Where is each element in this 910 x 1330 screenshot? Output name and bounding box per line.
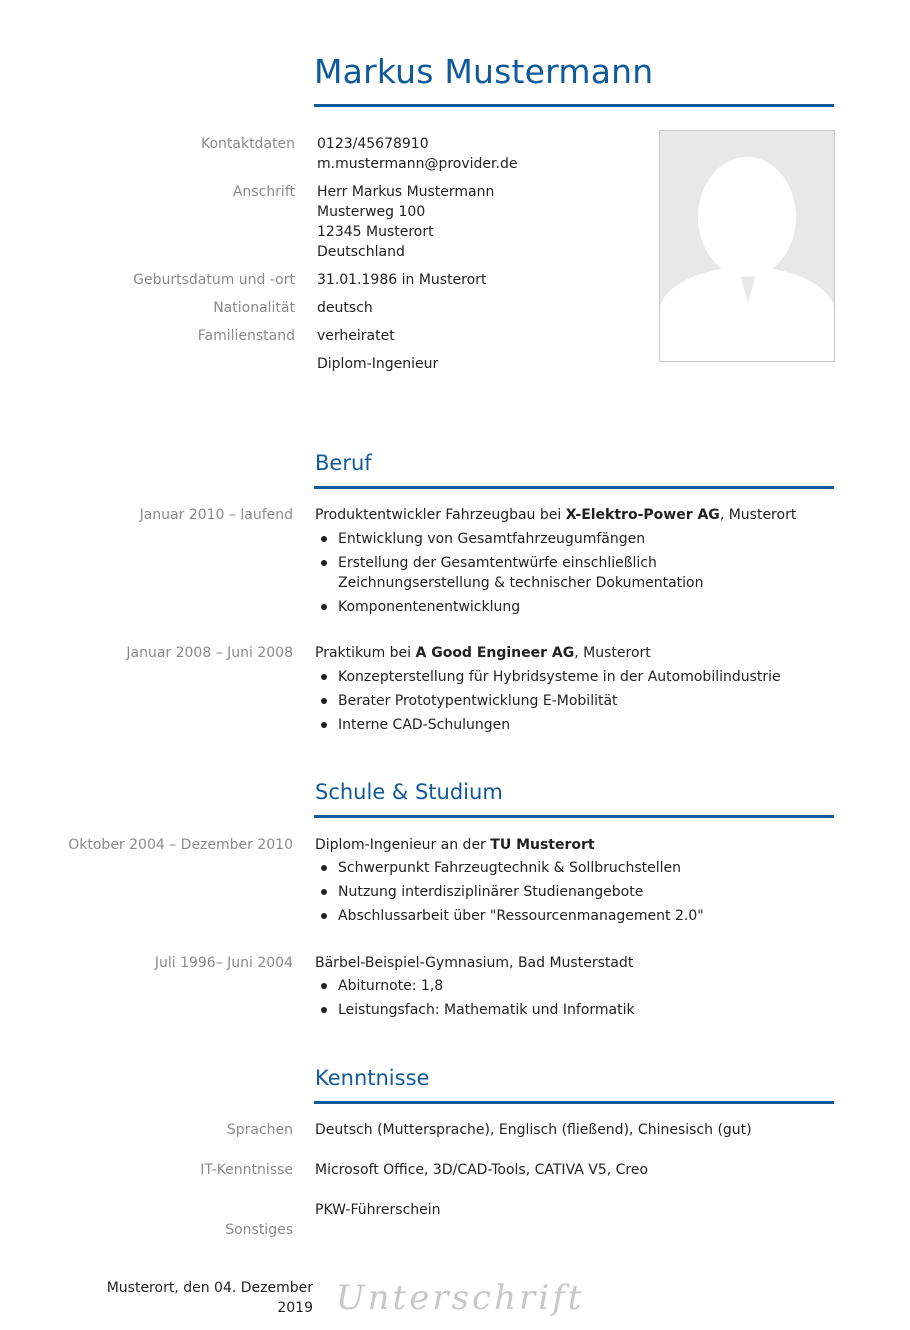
job-headline bbox=[315, 643, 651, 663]
it-skills-value: Microsoft Office, 3D/CAD-Tools, CATIVA V5, Creo bbox=[315, 1162, 649, 1178]
section-divider bbox=[314, 815, 834, 818]
list-item: Komponentenentwicklung bbox=[315, 597, 808, 617]
company-name: X-Elektro-Power AG bbox=[565, 507, 720, 523]
education-bullets bbox=[315, 976, 808, 1024]
section-divider bbox=[314, 1101, 834, 1104]
person-placeholder-icon bbox=[659, 130, 835, 362]
address-line: Herr Markus Mustermann bbox=[317, 184, 495, 200]
list-item: Interne CAD-Schulungen bbox=[315, 715, 808, 735]
contact-label: Kontaktdaten bbox=[200, 136, 295, 152]
list-item: Entwicklung von Gesamtfahrzeugumfängen bbox=[315, 529, 808, 549]
address-line: Musterweg 100 bbox=[317, 204, 426, 220]
list-item: Nutzung interdisziplinärer Studienangebote bbox=[315, 882, 808, 902]
address-label: Anschrift bbox=[232, 184, 295, 200]
birth-label: Geburtsdatum und -ort bbox=[133, 272, 295, 288]
address-line: 12345 Musterort bbox=[317, 224, 434, 240]
list-item: Berater Prototypentwicklung E-Mobilität bbox=[315, 691, 808, 711]
job-bullets bbox=[315, 667, 808, 739]
list-item: Schwerpunkt Fahrzeugtechnik & Sollbruchstellen bbox=[315, 858, 808, 878]
it-skills-label: IT-Kenntnisse bbox=[200, 1162, 293, 1178]
list-item: Abiturnote: 1,8 bbox=[315, 976, 808, 996]
education-bullets bbox=[315, 858, 808, 930]
nationality-value: deutsch bbox=[317, 300, 373, 316]
education-period: Juli 1996– Juni 2004 bbox=[154, 955, 293, 971]
place-date: Musterort, den 04. Dezember 2019 bbox=[106, 1280, 313, 1316]
job-location: , Musterort bbox=[574, 645, 651, 661]
other-skills-label: Sonstiges bbox=[225, 1222, 293, 1238]
institution-name: TU Musterort bbox=[490, 837, 595, 853]
job-headline bbox=[315, 505, 796, 525]
job-bullets bbox=[315, 529, 808, 621]
degree-title: Diplom-Ingenieur an der bbox=[315, 837, 491, 853]
education-period: Oktober 2004 – Dezember 2010 bbox=[68, 837, 293, 853]
other-skills-value: PKW-Führerschein bbox=[315, 1202, 441, 1218]
job-period: Januar 2008 – Juni 2008 bbox=[126, 645, 293, 661]
family-label: Familienstand bbox=[197, 328, 295, 344]
list-item: Erstellung der Gesamtentwürfe einschließlich Zeichnungserstellung & technischer Dokumentation bbox=[315, 553, 808, 593]
languages-label: Sprachen bbox=[226, 1122, 293, 1138]
list-item: Konzepterstellung für Hybridsysteme in der Automobilindustrie bbox=[315, 667, 808, 687]
list-item: Abschlussarbeit über "Ressourcenmanagement 2.0" bbox=[315, 906, 808, 926]
family-value: verheiratet bbox=[317, 328, 395, 344]
job-title: Produktentwickler Fahrzeugbau bei bbox=[315, 507, 566, 523]
phone-value: 0123/45678910 bbox=[317, 136, 429, 152]
nationality-label: Nationalität bbox=[213, 300, 295, 316]
education-headline: Bärbel-Beispiel-Gymnasium, Bad Musterstadt bbox=[315, 955, 634, 971]
birth-value: 31.01.1986 in Musterort bbox=[317, 272, 487, 288]
languages-value: Deutsch (Muttersprache), Englisch (fließend), Chinesisch (gut) bbox=[315, 1122, 752, 1138]
job-title: Praktikum bei bbox=[315, 645, 416, 661]
title-divider bbox=[314, 104, 834, 107]
list-item: Leistungsfach: Mathematik und Informatik bbox=[315, 1000, 808, 1020]
section-divider bbox=[314, 486, 834, 489]
email-value: m.mustermann@provider.de bbox=[317, 156, 518, 172]
company-name: A Good Engineer AG bbox=[415, 645, 575, 661]
section-title-kenntnisse: Kenntnisse bbox=[315, 1066, 430, 1090]
section-title-beruf: Beruf bbox=[315, 451, 372, 475]
page-title: Markus Mustermann bbox=[314, 52, 654, 91]
job-period: Januar 2010 – laufend bbox=[139, 507, 293, 523]
degree-value: Diplom-Ingenieur bbox=[317, 356, 439, 372]
section-title-studium: Schule & Studium bbox=[315, 780, 503, 804]
job-location: , Musterort bbox=[719, 507, 797, 523]
address-line: Deutschland bbox=[317, 244, 405, 260]
education-headline bbox=[315, 835, 595, 855]
signature: Unterschrift bbox=[336, 1278, 585, 1318]
